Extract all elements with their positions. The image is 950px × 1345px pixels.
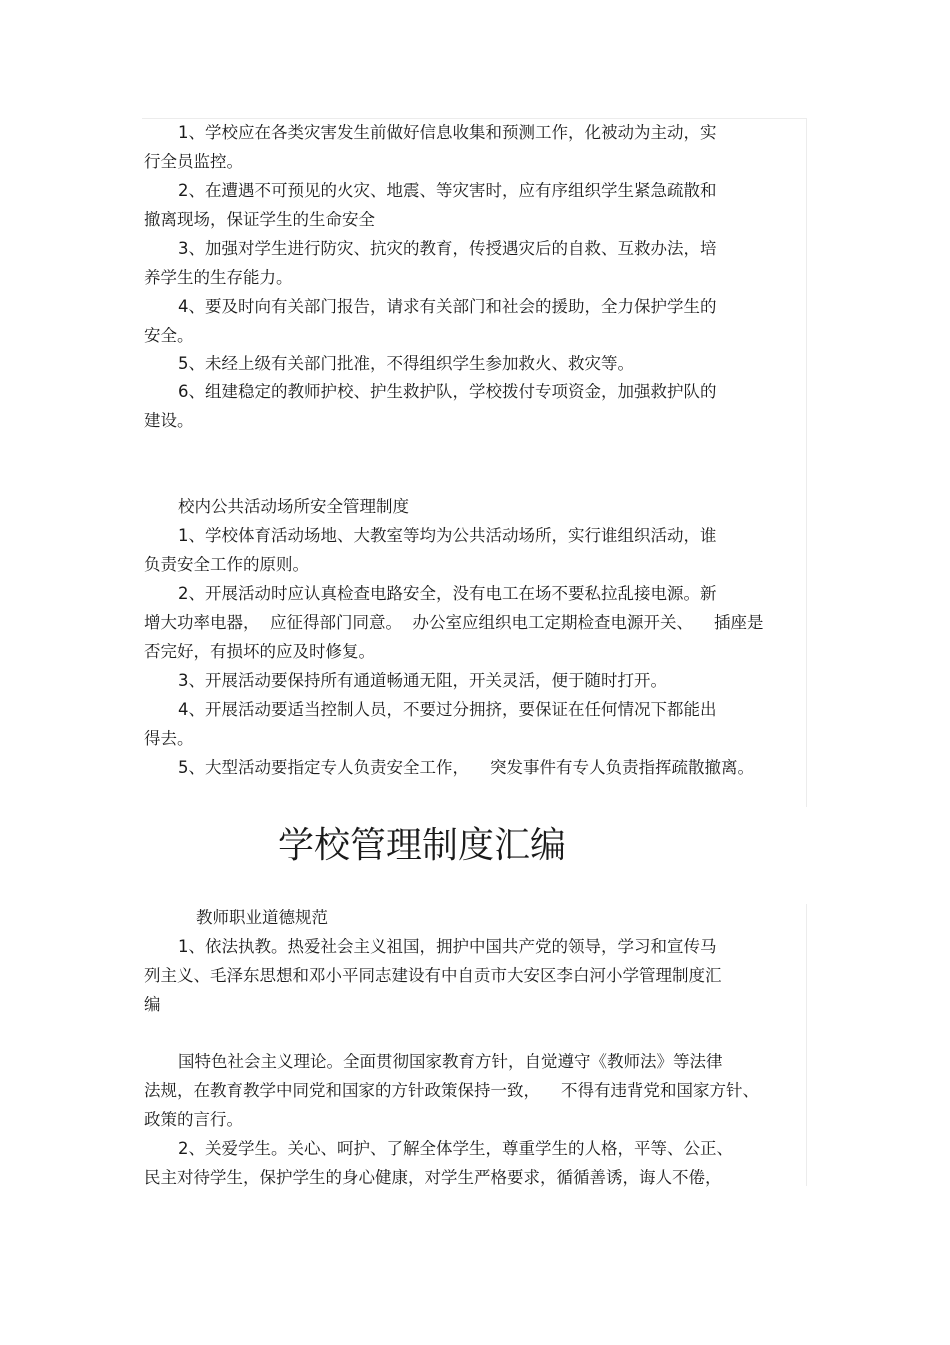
paragraph-line: 安全。 — [144, 326, 194, 345]
paragraph-line: 3、加强对学生进行防灾、抗灾的教育，传授遇灾后的自救、互救办法，培 — [178, 239, 717, 258]
paragraph-line: 列主义、毛泽东思想和邓小平同志建设有中自贡市大安区李白河小学管理制度汇 — [144, 966, 722, 985]
paragraph-line: 1、学校应在各类灾害发生前做好信息收集和预测工作，化被动为主动，实 — [178, 123, 717, 142]
paragraph-line: 2、开展活动时应认真检查电路安全，没有电工在场不要私拉乱接电源。新 — [178, 584, 717, 603]
paragraph-line: 负责安全工作的原则。 — [144, 555, 309, 574]
paragraph-line: 养学生的生存能力。 — [144, 268, 293, 287]
paragraph-line: 得去。 — [144, 729, 194, 748]
paragraph-line: 4、要及时向有关部门报告，请求有关部门和社会的援助，全力保护学生的 — [178, 297, 717, 316]
paragraph-line: 编 — [144, 995, 161, 1014]
paragraph-line: 否完好，有损坏的应及时修复。 — [144, 642, 375, 661]
paragraph-line: 2、关爱学生。关心、呵护、了解全体学生，尊重学生的人格，平等、公正、 — [178, 1139, 733, 1158]
paragraph-line: 5、大型活动要指定专人负责安全工作， 突发事件有专人负责指挥疏散撤离。 — [178, 758, 754, 777]
paragraph-line: 建设。 — [144, 411, 194, 430]
paragraph-line: 法规，在教育教学中同党和国家的方针政策保持一致， 不得有违背党和国家方针、 — [144, 1081, 759, 1100]
paragraph-line: 1、学校体育活动场地、大教室等均为公共活动场所，实行谁组织活动，谁 — [178, 526, 717, 545]
section-heading: 教师职业道德规范 — [196, 908, 328, 927]
paragraph-line: 国特色社会主义理论。全面贯彻国家教育方针，自觉遵守《教师法》等法律 — [178, 1052, 723, 1071]
paragraph-line: 增大功率电器， 应征得部门同意。 办公室应组织电工定期检查电源开关、 插座是 — [144, 613, 764, 632]
paragraph-line: 4、开展活动要适当控制人员，不要过分拥挤，要保证在任何情况下都能出 — [178, 700, 717, 719]
paragraph-line: 民主对待学生，保护学生的身心健康，对学生严格要求，循循善诱，诲人不倦， — [144, 1168, 722, 1187]
paragraph-line: 行全员监控。 — [144, 152, 243, 171]
paragraph-line: 政策的言行。 — [144, 1110, 243, 1129]
paragraph-line: 2、在遭遇不可预见的火灾、地震、等灾害时，应有序组织学生紧急疏散和 — [178, 181, 717, 200]
paragraph-line: 1、依法执教。热爱社会主义祖国，拥护中国共产党的领导，学习和宣传马 — [178, 937, 717, 956]
section-heading: 校内公共活动场所安全管理制度 — [178, 497, 409, 516]
paragraph-line: 6、组建稳定的教师护校、护生救护队，学校拨付专项资金，加强救护队的 — [178, 382, 717, 401]
document-title: 学校管理制度汇编 — [278, 825, 567, 866]
paragraph-line: 3、开展活动要保持所有通道畅通无阻，开关灵活，便于随时打开。 — [178, 671, 667, 690]
paragraph-line: 5、未经上级有关部门批准，不得组织学生参加救火、救灾等。 — [178, 354, 634, 373]
paragraph-line: 撤离现场，保证学生的生命安全 — [144, 210, 375, 229]
